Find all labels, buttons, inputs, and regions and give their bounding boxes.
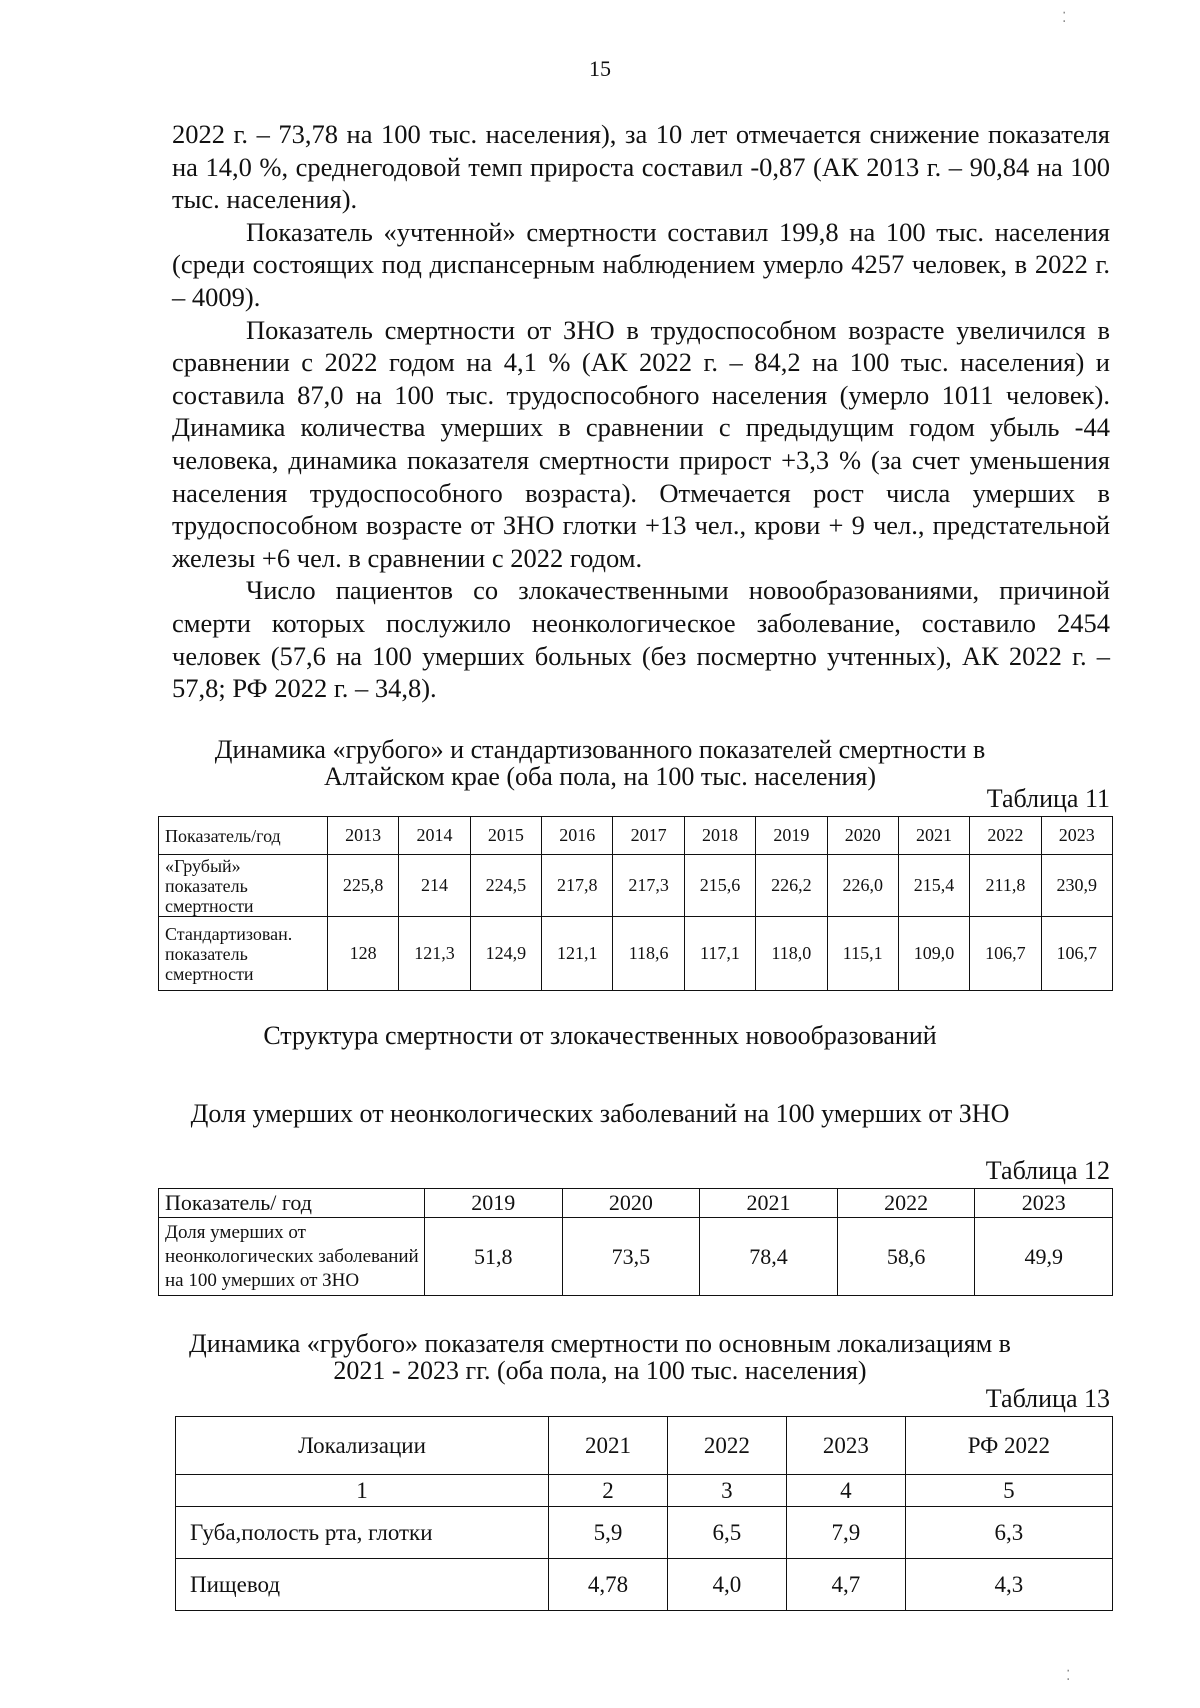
table-header-cell: 2020 xyxy=(827,817,898,855)
table13-caption: Динамика «грубого» показателя смертности по основным локализациям в 2021 - 2023 гг. (оба пола, на 100 тыс. населения) xyxy=(189,1329,1011,1385)
scan-mark-top: ⁚ xyxy=(1062,11,1067,26)
table-cell: 121,3 xyxy=(399,917,470,991)
table-header-cell: 2023 xyxy=(786,1417,905,1475)
table-cell: 2 xyxy=(549,1475,668,1507)
table-cell: 78,4 xyxy=(700,1218,838,1296)
table-header-row xyxy=(176,1417,1113,1475)
table-header-cell: 2020 xyxy=(562,1189,700,1218)
table13-label: Таблица 13 xyxy=(985,1384,1110,1413)
table-header-cell: 2023 xyxy=(1041,817,1112,855)
table-cell: 217,3 xyxy=(613,855,684,917)
table-cell: 118,0 xyxy=(756,917,827,991)
table-cell: 1 xyxy=(176,1475,549,1507)
table-header-row xyxy=(159,1189,1113,1218)
table-12 xyxy=(158,1188,1113,1296)
table-cell: 214 xyxy=(399,855,470,917)
table-cell: 58,6 xyxy=(837,1218,975,1296)
table-cell: 225,8 xyxy=(328,855,399,917)
table-row xyxy=(159,917,1113,991)
paragraph-2: Показатель «учтенной» смертности составил 199,8 на 100 тыс. населения (среди состоящих под диспансерным наблюдением умерло 4257 человек, в 2022 г. – 4009). xyxy=(172,216,1110,312)
table-cell: 4,7 xyxy=(786,1559,905,1611)
table-cell: 106,7 xyxy=(970,917,1041,991)
table-cell: 226,2 xyxy=(756,855,827,917)
table-header-cell: 2015 xyxy=(470,817,541,855)
table-cell: 226,0 xyxy=(827,855,898,917)
table-cell: 5 xyxy=(905,1475,1112,1507)
table-cell: 4,3 xyxy=(905,1559,1112,1611)
table-cell: 4 xyxy=(786,1475,905,1507)
table12-caption: Доля умерших от неонкологических заболеваний на 100 умерших от ЗНО xyxy=(190,1099,1010,1128)
table-header-cell: 2021 xyxy=(700,1189,838,1218)
table-header-cell: 2016 xyxy=(542,817,613,855)
section-title: Структура смертности от злокачественных новообразований xyxy=(263,1021,937,1050)
table-row xyxy=(176,1559,1113,1611)
table-header-cell: 2019 xyxy=(425,1189,563,1218)
table-header-row xyxy=(159,817,1113,855)
table-cell: «Грубый» показатель смертности xyxy=(159,855,328,917)
table-cell: Стандартизован. показатель смертности xyxy=(159,917,328,991)
table-header-cell: Локализации xyxy=(176,1417,549,1475)
table-cell: 3 xyxy=(667,1475,786,1507)
table-row xyxy=(176,1507,1113,1559)
paragraph-4: Число пациентов со злокачественными новообразованиями, причиной смерти которых послужило неонкологическое заболевание, составило 2454 человек (57,6 на 100 умерших больных (без посмертно учтенных), АК 2022 г. – 57,8; РФ 2022 г. – 34,8). xyxy=(172,575,1110,704)
table-header-cell: 2021 xyxy=(898,817,969,855)
table-cell: 128 xyxy=(328,917,399,991)
table-cell: 224,5 xyxy=(470,855,541,917)
table-header-cell: 2022 xyxy=(837,1189,975,1218)
table-cell: Пищевод xyxy=(176,1559,549,1611)
table-cell: 121,1 xyxy=(542,917,613,991)
table-cell: 215,6 xyxy=(684,855,755,917)
table-cell: 117,1 xyxy=(684,917,755,991)
table-cell: 4,78 xyxy=(549,1559,668,1611)
body-text xyxy=(172,118,1110,705)
table-cell: 49,9 xyxy=(975,1218,1113,1296)
table-cell: 6,5 xyxy=(667,1507,786,1559)
table-header-cell: Показатель/ год xyxy=(159,1189,425,1218)
scan-mark-bottom: ⁚ xyxy=(1066,1669,1071,1684)
table-cell: 109,0 xyxy=(898,917,969,991)
table-header-cell: 2023 xyxy=(975,1189,1113,1218)
table-row xyxy=(159,855,1113,917)
table-11 xyxy=(158,816,1113,991)
table-header-cell: РФ 2022 xyxy=(905,1417,1112,1475)
paragraph-3: Показатель смертности от ЗНО в трудоспособном возрасте увеличился в сравнении с 2022 годом на 4,1 % (АК 2022 г. – 84,2 на 100 тыс. населения) и составила 87,0 на 100 тыс. трудоспособного населения (умерло 1011 человек). Динамика количества умерших в сравнении с предыдущим годом убыль -44 человека, динамика показателя смертности прирост +3,3 % (за счет уменьшения населения трудоспособного возраста). Отмечается рост числа умерших в трудоспособном возрасте от ЗНО глотки +13 чел., крови + 9 чел., предстательной железы +6 чел. в сравнении с 2022 годом. xyxy=(172,314,1110,573)
paragraph-1: 2022 г. – 73,78 на 100 тыс. населения), за 10 лет отмечается снижение показателя на 14,0 %, среднегодовой темп прироста составил -0,87 (АК 2013 г. – 90,84 на 100 тыс. населения). xyxy=(172,119,1110,215)
table-cell: 4,0 xyxy=(667,1559,786,1611)
table-cell: 7,9 xyxy=(786,1507,905,1559)
table-header-cell: 2014 xyxy=(399,817,470,855)
table-row xyxy=(159,1218,1113,1296)
table-header-cell: 2021 xyxy=(549,1417,668,1475)
table-cell: 124,9 xyxy=(470,917,541,991)
table11-caption: Динамика «грубого» и стандартизованного показателей смертности в Алтайском крае (оба пола, на 100 тыс. населения) xyxy=(214,735,986,791)
table-cell: 5,9 xyxy=(549,1507,668,1559)
table-cell: 217,8 xyxy=(542,855,613,917)
table-header-cell: 2013 xyxy=(328,817,399,855)
table-numbering-row xyxy=(176,1475,1113,1507)
table-cell: 51,8 xyxy=(425,1218,563,1296)
table-cell: 106,7 xyxy=(1041,917,1112,991)
table-header-cell: 2018 xyxy=(684,817,755,855)
table-cell: 6,3 xyxy=(905,1507,1112,1559)
table12-label: Таблица 12 xyxy=(985,1156,1110,1185)
table-header-cell: 2017 xyxy=(613,817,684,855)
table11-label: Таблица 11 xyxy=(986,784,1110,813)
table-cell: 211,8 xyxy=(970,855,1041,917)
table-cell: 230,9 xyxy=(1041,855,1112,917)
table-header-cell: Показатель/год xyxy=(159,817,328,855)
table-cell: 215,4 xyxy=(898,855,969,917)
table-cell: 118,6 xyxy=(613,917,684,991)
table-cell: Губа,полость рта, глотки xyxy=(176,1507,549,1559)
page-number: 15 xyxy=(589,56,611,81)
table-cell: 115,1 xyxy=(827,917,898,991)
table-header-cell: 2022 xyxy=(667,1417,786,1475)
table-13 xyxy=(175,1416,1113,1611)
table-cell: Доля умерших от неонкологических заболеваний на 100 умерших от ЗНО xyxy=(159,1218,425,1296)
table-cell: 73,5 xyxy=(562,1218,700,1296)
table-header-cell: 2022 xyxy=(970,817,1041,855)
table-header-cell: 2019 xyxy=(756,817,827,855)
